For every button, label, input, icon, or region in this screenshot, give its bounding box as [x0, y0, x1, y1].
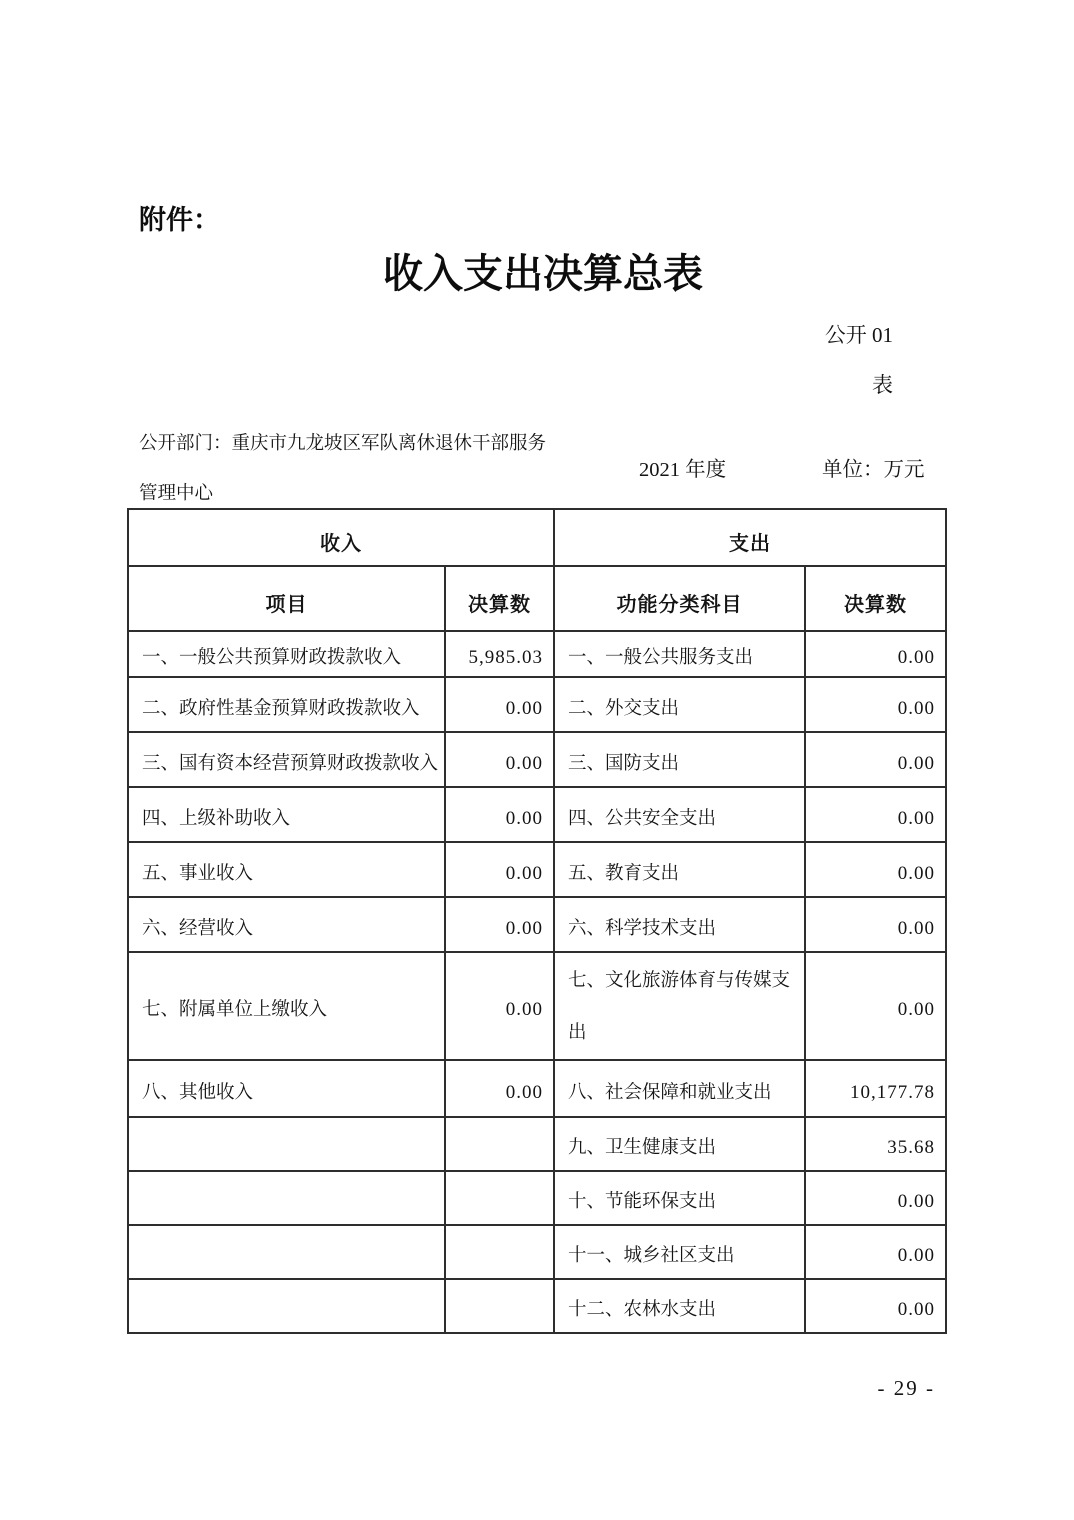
- column-header-row: [128, 566, 946, 631]
- income-item-cell: 八、其他收入: [128, 1060, 445, 1117]
- expense-value-cell: 0.00: [805, 1171, 946, 1225]
- department-name-line2: 管理中心: [139, 484, 214, 504]
- income-value-cell: 0.00: [445, 677, 554, 732]
- page-number: - 29 -: [877, 1376, 935, 1400]
- income-item-cell: 二、政府性基金预算财政拨款收入: [128, 677, 445, 732]
- expense-item-cell: 十、节能环保支出: [554, 1171, 805, 1225]
- table-row: [128, 732, 946, 787]
- table-row: [128, 842, 946, 897]
- table-row: [128, 1117, 946, 1171]
- income-value-cell: [445, 1171, 554, 1225]
- income-item-cell: [128, 1225, 445, 1279]
- page-title: 收入支出决算总表: [383, 252, 703, 296]
- fiscal-year-label: 2021 年度: [639, 459, 727, 481]
- income-value-cell: 0.00: [445, 842, 554, 897]
- income-item-cell: [128, 1279, 445, 1333]
- expense-value-cell: 0.00: [805, 842, 946, 897]
- expense-item-cell: 一、一般公共服务支出: [554, 631, 805, 677]
- table-code-line2: 表: [872, 373, 893, 397]
- expense-value-cell: 0.00: [805, 631, 946, 677]
- budget-summary-table: [127, 508, 947, 1334]
- expense-section-header: 支出: [554, 509, 946, 566]
- table-row: [128, 952, 946, 1060]
- income-value-column-header: 决算数: [445, 566, 554, 631]
- income-value-cell: [445, 1279, 554, 1333]
- income-item-cell: 六、经营收入: [128, 897, 445, 952]
- table-row: [128, 677, 946, 732]
- expense-value-cell: 0.00: [805, 1225, 946, 1279]
- income-value-cell: 0.00: [445, 897, 554, 952]
- income-item-cell: 三、国有资本经营预算财政拨款收入: [128, 732, 445, 787]
- table-row: [128, 1279, 946, 1333]
- table-code-line1: 公开 01: [824, 323, 893, 347]
- income-value-cell: 0.00: [445, 787, 554, 842]
- expense-item-cell: 八、社会保障和就业支出: [554, 1060, 805, 1117]
- expense-value-cell: 0.00: [805, 897, 946, 952]
- table-row: [128, 1225, 946, 1279]
- income-item-cell: 四、上级补助收入: [128, 787, 445, 842]
- income-item-cell: 五、事业收入: [128, 842, 445, 897]
- income-value-cell: [445, 1225, 554, 1279]
- income-value-cell: 5,985.03: [445, 631, 554, 677]
- section-header-row: [128, 509, 946, 566]
- income-value-cell: 0.00: [445, 1060, 554, 1117]
- expense-value-column-header: 决算数: [805, 566, 946, 631]
- table-row: [128, 787, 946, 842]
- expense-item-cell: 九、卫生健康支出: [554, 1117, 805, 1171]
- income-item-cell: 七、附属单位上缴收入: [128, 952, 445, 1060]
- income-section-header: 收入: [128, 509, 554, 566]
- expense-item-cell: 二、外交支出: [554, 677, 805, 732]
- expense-item-cell: 七、文化旅游体育与传媒支出: [554, 952, 805, 1060]
- income-item-cell: 一、一般公共预算财政拨款收入: [128, 631, 445, 677]
- table-row: [128, 1171, 946, 1225]
- income-item-cell: [128, 1117, 445, 1171]
- income-value-cell: 0.00: [445, 952, 554, 1060]
- expense-item-cell: 三、国防支出: [554, 732, 805, 787]
- expense-value-cell: 0.00: [805, 952, 946, 1060]
- expense-value-cell: 10,177.78: [805, 1060, 946, 1117]
- income-value-cell: 0.00: [445, 732, 554, 787]
- department-name-line1: 公开部门：重庆市九龙坡区军队离休退休干部服务: [139, 434, 547, 454]
- unit-label: 单位：万元: [822, 459, 925, 481]
- expense-value-cell: 0.00: [805, 677, 946, 732]
- expense-item-cell: 六、科学技术支出: [554, 897, 805, 952]
- expense-item-cell: 十二、农林水支出: [554, 1279, 805, 1333]
- expense-value-cell: 35.68: [805, 1117, 946, 1171]
- expense-item-cell: 十一、城乡社区支出: [554, 1225, 805, 1279]
- table-row: [128, 897, 946, 952]
- attachment-label: 附件：: [139, 205, 220, 235]
- table-row: [128, 631, 946, 677]
- income-item-cell: [128, 1171, 445, 1225]
- expense-value-cell: 0.00: [805, 1279, 946, 1333]
- income-value-cell: [445, 1117, 554, 1171]
- income-item-column-header: 项目: [128, 566, 445, 631]
- expense-item-column-header: 功能分类科目: [554, 566, 805, 631]
- expense-item-cell: 四、公共安全支出: [554, 787, 805, 842]
- expense-value-cell: 0.00: [805, 787, 946, 842]
- expense-value-cell: 0.00: [805, 732, 946, 787]
- table-row: [128, 1060, 946, 1117]
- expense-item-cell: 五、教育支出: [554, 842, 805, 897]
